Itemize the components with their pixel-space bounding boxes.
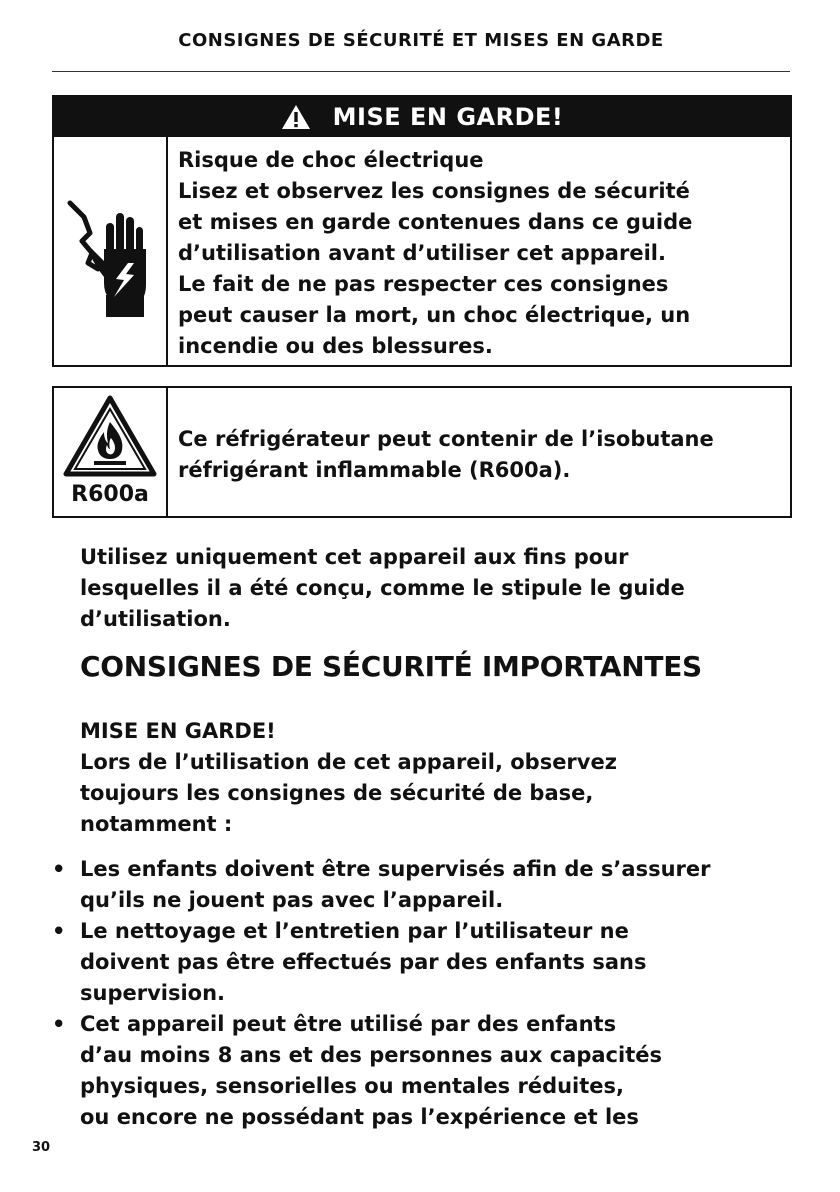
bullet-line: qu’ils ne jouent pas avec l’appareil.	[80, 888, 504, 912]
electric-shock-hand-icon	[54, 137, 166, 361]
warning-icon-cell	[54, 137, 168, 365]
warning-text	[178, 145, 780, 362]
bullet-line: doivent pas être effectués par des enfants sans	[80, 950, 647, 974]
warning-line: Risque de choc électrique	[178, 148, 484, 172]
warning-triangle-icon	[281, 104, 311, 130]
bullet-marker: •	[52, 857, 66, 881]
bullet-line: ou encore ne possédant pas l’expérience et les	[80, 1105, 639, 1129]
electrical-warning-box	[52, 95, 792, 367]
warning-banner-label: MISE EN GARDE!	[332, 103, 564, 131]
bullet-line: Le nettoyage et l’entretien par l’utilisateur ne	[80, 919, 629, 943]
safety-bullet-list	[52, 854, 790, 1133]
page-header-title: CONSIGNES DE SÉCURITÉ ET MISES EN GARDE	[178, 30, 664, 51]
usage-line: Utilisez uniquement cet appareil aux fins pour	[80, 545, 629, 569]
list-item	[52, 916, 790, 1009]
flammable-refrigerant-box	[52, 386, 792, 518]
warning-line: d’utilisation avant d’utiliser cet appareil.	[178, 241, 666, 265]
bullet-line: Cet appareil peut être utilisé par des enfants	[80, 1012, 617, 1036]
bullet-line: Les enfants doivent être supervisés afin de s’assurer	[80, 857, 711, 881]
bullet-marker: •	[52, 919, 66, 943]
warning-line: et mises en garde contenues dans ce guide	[178, 210, 693, 234]
intro-line: toujours les consignes de sécurité de base,	[80, 781, 594, 805]
section-subheading: MISE EN GARDE!	[80, 719, 276, 743]
warning-line: Le fait de ne pas respecter ces consignes	[178, 272, 669, 296]
bullet-line: supervision.	[80, 981, 226, 1005]
warning-banner	[54, 97, 790, 137]
usage-line: d’utilisation.	[80, 607, 231, 631]
section-title: CONSIGNES DE SÉCURITÉ IMPORTANTES	[80, 650, 702, 683]
usage-notice	[80, 542, 780, 635]
flammable-line: Ce réfrigérateur peut contenir de l’isobutane	[178, 427, 714, 451]
intro-line: Lors de l’utilisation de cet appareil, observez	[80, 750, 617, 774]
warning-line: incendie ou des blessures.	[178, 334, 493, 358]
page-number: 30	[32, 1140, 51, 1155]
list-item	[52, 854, 790, 916]
refrigerant-code-label: R600a	[71, 482, 149, 507]
list-item	[52, 1009, 790, 1133]
bullet-line: physiques, sensorielles ou mentales réduites,	[80, 1074, 625, 1098]
flammable-icon-cell	[54, 388, 168, 516]
usage-line: lesquelles il a été conçu, comme le stipule le guide	[80, 576, 685, 600]
bullet-line: d’au moins 8 ans et des personnes aux capacités	[80, 1043, 662, 1067]
warning-line: Lisez et observez les consignes de sécurité	[178, 179, 690, 203]
flammable-warning-triangle-icon	[54, 388, 166, 484]
header-divider	[52, 71, 790, 72]
section-intro	[80, 747, 780, 840]
bullet-marker: •	[52, 1012, 66, 1036]
flammable-line: réfrigérant inflammable (R600a).	[178, 458, 571, 482]
intro-line: notamment :	[80, 812, 233, 836]
flammable-text	[178, 424, 780, 486]
warning-line: peut causer la mort, un choc électrique, un	[178, 303, 691, 327]
